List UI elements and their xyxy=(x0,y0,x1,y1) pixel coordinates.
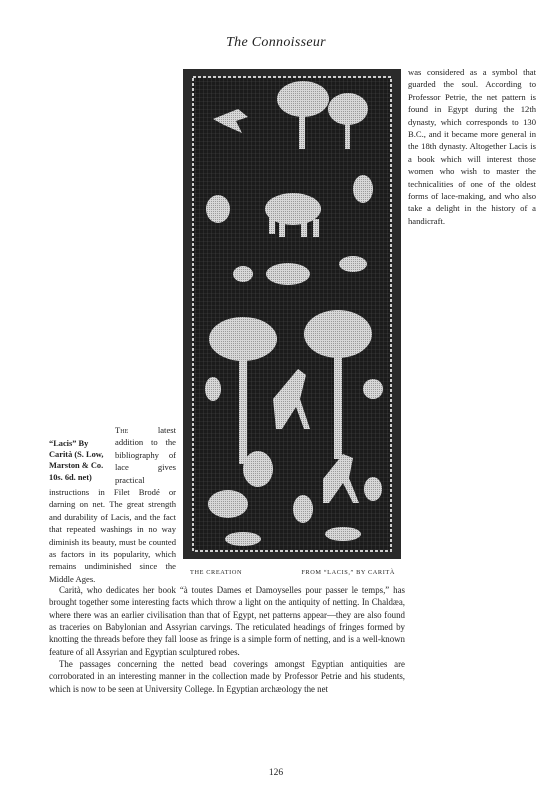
article-body xyxy=(49,584,405,695)
page-number: 126 xyxy=(268,768,284,778)
review-sidehead: “Lacis” By Carità (S. Low, Marston & Co. 10s. 6d. net) xyxy=(49,439,104,482)
review-intro-text: latest addition to the bibliography of lace gives practical instructions in Filet Brodé or darning on net. The great strength and durability of Lacis, and the fact that repeated washings in no way diminish its beauty, must be counted as factors in its popularity, which remains undiminished since the Middle Ages. xyxy=(49,425,176,584)
opening-word: The xyxy=(115,425,129,435)
review-intro xyxy=(49,424,176,585)
caption-title: THE CREATION xyxy=(190,569,243,576)
paragraph: Carità, who dedicates her book “à toutes Dames et Damoyselles pour passer le temps,” has brought together some interesting facts which throw a light on the antiquity of netting. In Chaldæa, where there was an earlier civilisation than that of Egypt, net patterns appear—they are also found as traceries on Babylonian and Assyrian carvings. The reticulated headings of fringes formed by knotting the threads before they fall loose as fringe is a simple form of netting, and is a well-known feature of all Assyrian and Egyptian sculptured robes. xyxy=(49,585,405,657)
running-title: The Connoisseur xyxy=(226,35,326,50)
right-column-text: was considered as a symbol that guarded the soul. According to Professor Petrie, the net pattern is found in Egypt during the 12th dynasty, which corresponds to 130 B.C., and it became more general in the 18th dynasty. Altogether Lacis is a book which will interest those women who wish to master the technicalities of one of the oldest forms of lace-making, and who also take a delight in the history of a handicraft. xyxy=(408,67,536,226)
paragraph: The passages concerning the netted bead coverings amongst Egyptian antiquities are corroborated in an interesting manner in the collection made by Professor Petrie and his students, which is now to be seen at University College. In Egyptian archæology the net xyxy=(49,659,405,694)
lace-plate-image xyxy=(183,69,401,559)
plate-caption xyxy=(190,569,395,576)
caption-source: FROM “LACIS,” BY CARITÀ xyxy=(301,569,395,576)
